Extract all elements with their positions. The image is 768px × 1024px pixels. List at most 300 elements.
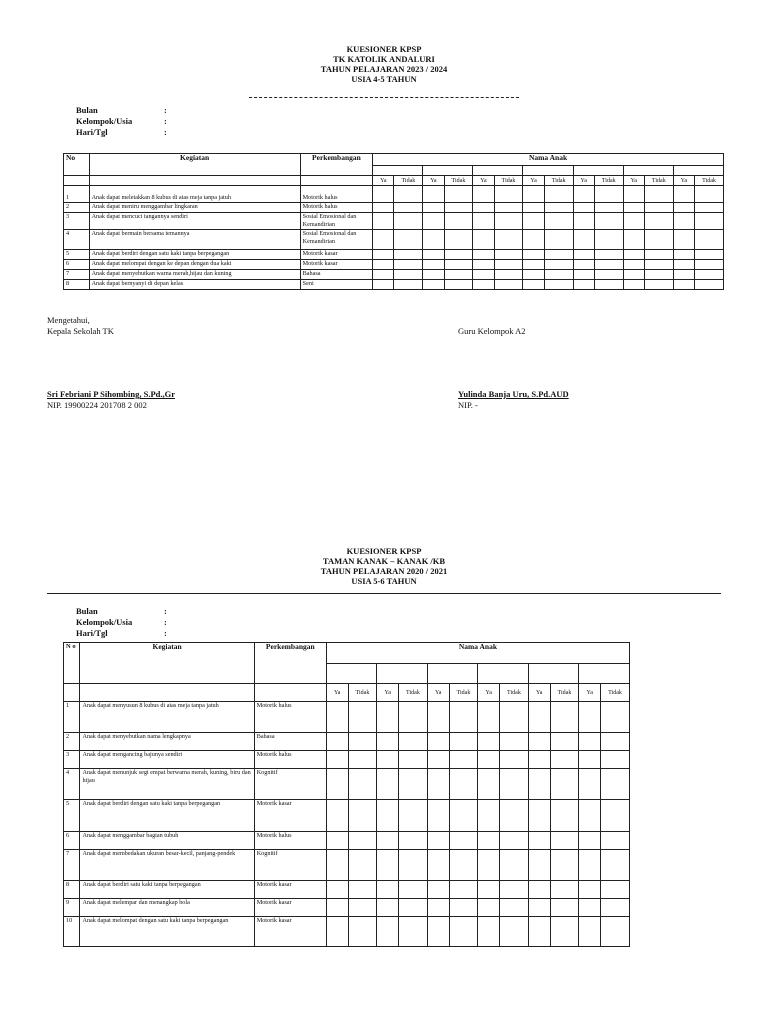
ya-checkbox-cell[interactable] (377, 800, 399, 832)
tidak-checkbox-cell[interactable] (399, 899, 428, 917)
row-kegiatan: Anak dapat menyebutkan nama lengkapnya (80, 733, 254, 751)
ya-checkbox-cell[interactable] (528, 702, 550, 733)
tidak-checkbox-cell[interactable] (494, 213, 523, 230)
ya-checkbox-cell[interactable] (427, 850, 449, 881)
ya-checkbox-cell[interactable] (478, 751, 500, 769)
ya-checkbox-cell[interactable] (423, 213, 444, 230)
ya-checkbox-cell[interactable] (423, 250, 444, 260)
info-sep: : (164, 617, 167, 627)
tidak-checkbox-cell[interactable] (449, 850, 478, 881)
tidak-checkbox-cell[interactable] (444, 186, 473, 203)
ya-checkbox-cell[interactable] (427, 702, 449, 733)
ya-checkbox-cell[interactable] (373, 280, 394, 290)
child-name-cell[interactable] (623, 166, 673, 176)
ya-checkbox-cell[interactable] (423, 260, 444, 270)
tidak-checkbox-cell[interactable] (494, 260, 523, 270)
ya-checkbox-cell[interactable] (673, 230, 694, 250)
child-name-cell[interactable] (673, 166, 723, 176)
tidak-checkbox-cell[interactable] (601, 800, 630, 832)
tidak-header: Tidak (394, 176, 423, 186)
ya-checkbox-cell[interactable] (423, 280, 444, 290)
ya-checkbox-cell[interactable] (423, 270, 444, 280)
ya-checkbox-cell[interactable] (326, 800, 348, 832)
tidak-checkbox-cell[interactable] (644, 280, 673, 290)
ya-checkbox-cell[interactable] (579, 733, 601, 751)
ya-checkbox-cell[interactable] (377, 733, 399, 751)
ya-checkbox-cell[interactable] (377, 899, 399, 917)
tidak-checkbox-cell[interactable] (544, 186, 573, 203)
tidak-checkbox-cell[interactable] (550, 917, 579, 947)
ya-checkbox-cell[interactable] (673, 270, 694, 280)
ya-checkbox-cell[interactable] (579, 917, 601, 947)
tidak-checkbox-cell[interactable] (348, 917, 377, 947)
row-number: 2 (64, 203, 90, 213)
table-row (64, 899, 630, 917)
ya-checkbox-cell[interactable] (623, 260, 644, 270)
tidak-checkbox-cell[interactable] (348, 769, 377, 800)
tidak-checkbox-cell[interactable] (348, 800, 377, 832)
ya-checkbox-cell[interactable] (326, 881, 348, 899)
ya-checkbox-cell[interactable] (473, 250, 494, 260)
row-kegiatan: Anak dapat menggambar bagian tubuh (80, 832, 254, 850)
ya-checkbox-cell[interactable] (373, 213, 394, 230)
tidak-checkbox-cell[interactable] (601, 751, 630, 769)
row-kegiatan: Anak dapat berdiri dengan satu kaki tanpa berpegangan (80, 800, 254, 832)
ya-checkbox-cell[interactable] (373, 186, 394, 203)
ya-checkbox-cell[interactable] (573, 230, 594, 250)
tidak-checkbox-cell[interactable] (644, 203, 673, 213)
tidak-checkbox-cell[interactable] (550, 881, 579, 899)
tidak-checkbox-cell[interactable] (399, 832, 428, 850)
ya-checkbox-cell[interactable] (326, 850, 348, 881)
ya-checkbox-cell[interactable] (427, 917, 449, 947)
tidak-checkbox-cell[interactable] (594, 186, 623, 203)
tidak-checkbox-cell[interactable] (500, 899, 529, 917)
ya-checkbox-cell[interactable] (373, 203, 394, 213)
tidak-checkbox-cell[interactable] (594, 213, 623, 230)
ya-checkbox-cell[interactable] (579, 751, 601, 769)
form2-title-line: KUESIONER KPSP (346, 546, 422, 556)
form1-signature-left (47, 315, 175, 411)
tidak-checkbox-cell[interactable] (544, 230, 573, 250)
tidak-checkbox-cell[interactable] (550, 733, 579, 751)
tidak-checkbox-cell[interactable] (394, 186, 423, 203)
tidak-checkbox-cell[interactable] (399, 850, 428, 881)
form1-info (76, 105, 167, 138)
tidak-checkbox-cell[interactable] (594, 280, 623, 290)
tidak-checkbox-cell[interactable] (444, 213, 473, 230)
form1-signature-right (458, 326, 569, 411)
tidak-checkbox-cell[interactable] (644, 230, 673, 250)
ya-checkbox-cell[interactable] (579, 850, 601, 881)
ya-checkbox-cell[interactable] (377, 850, 399, 881)
child-name-cell[interactable] (427, 664, 478, 684)
form2-title-line: USIA 5-6 TAHUN (351, 576, 417, 586)
ya-checkbox-cell[interactable] (473, 270, 494, 280)
tidak-checkbox-cell[interactable] (500, 832, 529, 850)
tidak-checkbox-cell[interactable] (399, 751, 428, 769)
child-name-cell[interactable] (377, 664, 428, 684)
tidak-checkbox-cell[interactable] (695, 270, 724, 280)
ya-checkbox-cell[interactable] (423, 203, 444, 213)
signature-nip: NIP. 19900224 201708 2 002 (47, 400, 147, 410)
tidak-checkbox-cell[interactable] (594, 250, 623, 260)
ya-header: Ya (427, 684, 449, 702)
tidak-checkbox-cell[interactable] (394, 270, 423, 280)
tidak-checkbox-cell[interactable] (500, 702, 529, 733)
tidak-checkbox-cell[interactable] (601, 917, 630, 947)
tidak-checkbox-cell[interactable] (594, 270, 623, 280)
tidak-checkbox-cell[interactable] (644, 270, 673, 280)
tidak-checkbox-cell[interactable] (394, 213, 423, 230)
tidak-checkbox-cell[interactable] (399, 733, 428, 751)
tidak-checkbox-cell[interactable] (594, 260, 623, 270)
tidak-checkbox-cell[interactable] (399, 800, 428, 832)
row-perkembangan: Motorik kasar (254, 899, 326, 917)
tidak-checkbox-cell[interactable] (644, 260, 673, 270)
tidak-checkbox-cell[interactable] (550, 769, 579, 800)
ya-checkbox-cell[interactable] (623, 186, 644, 203)
tidak-checkbox-cell[interactable] (449, 800, 478, 832)
ya-checkbox-cell[interactable] (673, 186, 694, 203)
tidak-checkbox-cell[interactable] (348, 850, 377, 881)
tidak-checkbox-cell[interactable] (444, 260, 473, 270)
form1-title-line: TK KATOLIK ANDALURI (333, 54, 435, 64)
ya-checkbox-cell[interactable] (528, 899, 550, 917)
tidak-checkbox-cell[interactable] (449, 832, 478, 850)
ya-checkbox-cell[interactable] (478, 917, 500, 947)
tidak-checkbox-cell[interactable] (399, 917, 428, 947)
ya-checkbox-cell[interactable] (373, 260, 394, 270)
ya-checkbox-cell[interactable] (427, 832, 449, 850)
header-perkembangan: Perkembangan (254, 643, 326, 684)
ya-checkbox-cell[interactable] (427, 751, 449, 769)
ya-checkbox-cell[interactable] (673, 250, 694, 260)
ya-checkbox-cell[interactable] (623, 203, 644, 213)
row-number: 4 (64, 230, 90, 250)
child-name-cell[interactable] (573, 166, 623, 176)
child-name-cell[interactable] (326, 664, 377, 684)
child-name-cell[interactable] (523, 166, 573, 176)
ya-checkbox-cell[interactable] (528, 850, 550, 881)
tidak-checkbox-cell[interactable] (601, 881, 630, 899)
tidak-checkbox-cell[interactable] (394, 280, 423, 290)
ya-checkbox-cell[interactable] (573, 186, 594, 203)
ya-checkbox-cell[interactable] (523, 270, 544, 280)
tidak-checkbox-cell[interactable] (449, 769, 478, 800)
tidak-checkbox-cell[interactable] (550, 751, 579, 769)
tidak-header: Tidak (444, 176, 473, 186)
child-name-cell[interactable] (579, 664, 630, 684)
ya-checkbox-cell[interactable] (326, 899, 348, 917)
blank-cell (89, 176, 300, 186)
row-number: 2 (64, 733, 80, 751)
ya-checkbox-cell[interactable] (423, 230, 444, 250)
tidak-checkbox-cell[interactable] (449, 881, 478, 899)
ya-checkbox-cell[interactable] (623, 280, 644, 290)
ya-header: Ya (473, 176, 494, 186)
form1-title-line: KUESIONER KPSP (346, 44, 422, 54)
tidak-checkbox-cell[interactable] (348, 702, 377, 733)
tidak-checkbox-cell[interactable] (550, 800, 579, 832)
ya-checkbox-cell[interactable] (623, 213, 644, 230)
ya-checkbox-cell[interactable] (427, 800, 449, 832)
form2-info (76, 606, 167, 639)
ya-checkbox-cell[interactable] (673, 213, 694, 230)
tidak-checkbox-cell[interactable] (494, 186, 523, 203)
ya-checkbox-cell[interactable] (423, 186, 444, 203)
tidak-header: Tidak (601, 684, 630, 702)
tidak-checkbox-cell[interactable] (444, 230, 473, 250)
tidak-checkbox-cell[interactable] (494, 270, 523, 280)
ya-checkbox-cell[interactable] (523, 186, 544, 203)
tidak-checkbox-cell[interactable] (348, 733, 377, 751)
table-row (64, 769, 630, 800)
ya-checkbox-cell[interactable] (427, 881, 449, 899)
tidak-checkbox-cell[interactable] (394, 203, 423, 213)
tidak-checkbox-cell[interactable] (601, 850, 630, 881)
ya-checkbox-cell[interactable] (523, 230, 544, 250)
ya-checkbox-cell[interactable] (377, 832, 399, 850)
tidak-checkbox-cell[interactable] (594, 203, 623, 213)
row-perkembangan: Seni (300, 280, 372, 290)
tidak-checkbox-cell[interactable] (500, 881, 529, 899)
ya-checkbox-cell[interactable] (478, 899, 500, 917)
tidak-checkbox-cell[interactable] (500, 751, 529, 769)
tidak-checkbox-cell[interactable] (695, 203, 724, 213)
ya-checkbox-cell[interactable] (673, 280, 694, 290)
ya-checkbox-cell[interactable] (673, 260, 694, 270)
tidak-checkbox-cell[interactable] (601, 899, 630, 917)
ya-checkbox-cell[interactable] (473, 280, 494, 290)
row-kegiatan: Anak dapat membedakan ukuran besar-kecil, panjang-pendek (80, 850, 254, 881)
ya-checkbox-cell[interactable] (528, 769, 550, 800)
tidak-checkbox-cell[interactable] (500, 917, 529, 947)
ya-checkbox-cell[interactable] (478, 881, 500, 899)
ya-checkbox-cell[interactable] (573, 280, 594, 290)
ya-checkbox-cell[interactable] (579, 881, 601, 899)
signature-role: Guru Kelompok A2 (458, 326, 526, 336)
ya-checkbox-cell[interactable] (673, 203, 694, 213)
ya-checkbox-cell[interactable] (528, 751, 550, 769)
ya-checkbox-cell[interactable] (573, 213, 594, 230)
tidak-checkbox-cell[interactable] (500, 850, 529, 881)
info-sep: : (164, 127, 167, 137)
ya-checkbox-cell[interactable] (427, 733, 449, 751)
table-row (64, 230, 724, 250)
tidak-checkbox-cell[interactable] (594, 230, 623, 250)
tidak-checkbox-cell[interactable] (494, 250, 523, 260)
table-row (64, 702, 630, 733)
tidak-checkbox-cell[interactable] (399, 769, 428, 800)
tidak-checkbox-cell[interactable] (644, 250, 673, 260)
tidak-checkbox-cell[interactable] (444, 280, 473, 290)
row-kegiatan: Anak dapat melempar dan menangkap bola (80, 899, 254, 917)
tidak-checkbox-cell[interactable] (544, 250, 573, 260)
tidak-checkbox-cell[interactable] (550, 850, 579, 881)
ya-checkbox-cell[interactable] (473, 186, 494, 203)
ya-checkbox-cell[interactable] (623, 250, 644, 260)
tidak-checkbox-cell[interactable] (544, 280, 573, 290)
tidak-checkbox-cell[interactable] (348, 751, 377, 769)
ya-checkbox-cell[interactable] (523, 250, 544, 260)
tidak-checkbox-cell[interactable] (444, 203, 473, 213)
ya-checkbox-cell[interactable] (377, 881, 399, 899)
tidak-header: Tidak (544, 176, 573, 186)
table-row (64, 280, 724, 290)
ya-checkbox-cell[interactable] (573, 203, 594, 213)
row-kegiatan: Anak dapat mencuci tangannya sendiri (89, 213, 300, 230)
tidak-checkbox-cell[interactable] (399, 702, 428, 733)
tidak-checkbox-cell[interactable] (601, 769, 630, 800)
tidak-checkbox-cell[interactable] (695, 250, 724, 260)
ya-checkbox-cell[interactable] (573, 260, 594, 270)
tidak-checkbox-cell[interactable] (695, 280, 724, 290)
ya-checkbox-cell[interactable] (478, 702, 500, 733)
table-row (64, 800, 630, 832)
ya-checkbox-cell[interactable] (373, 230, 394, 250)
tidak-checkbox-cell[interactable] (394, 260, 423, 270)
tidak-checkbox-cell[interactable] (544, 203, 573, 213)
ya-checkbox-cell[interactable] (473, 213, 494, 230)
ya-checkbox-cell[interactable] (326, 769, 348, 800)
row-number: 5 (64, 800, 80, 832)
ya-checkbox-cell[interactable] (523, 213, 544, 230)
blank-cell (64, 684, 80, 702)
tidak-checkbox-cell[interactable] (544, 213, 573, 230)
ya-checkbox-cell[interactable] (326, 751, 348, 769)
form2-divider (47, 593, 721, 594)
tidak-checkbox-cell[interactable] (494, 230, 523, 250)
tidak-checkbox-cell[interactable] (544, 270, 573, 280)
info-label: Hari/Tgl (76, 127, 108, 137)
blank-cell (254, 684, 326, 702)
form1-title-block (0, 44, 768, 84)
ya-checkbox-cell[interactable] (573, 270, 594, 280)
ya-checkbox-cell[interactable] (528, 881, 550, 899)
ya-checkbox-cell[interactable] (478, 832, 500, 850)
tidak-checkbox-cell[interactable] (544, 260, 573, 270)
tidak-header: Tidak (550, 684, 579, 702)
ya-checkbox-cell[interactable] (326, 702, 348, 733)
child-name-cell[interactable] (478, 664, 529, 684)
tidak-checkbox-cell[interactable] (348, 899, 377, 917)
ya-checkbox-cell[interactable] (528, 917, 550, 947)
tidak-checkbox-cell[interactable] (601, 832, 630, 850)
ya-checkbox-cell[interactable] (478, 850, 500, 881)
ya-checkbox-cell[interactable] (326, 832, 348, 850)
tidak-checkbox-cell[interactable] (550, 832, 579, 850)
ya-checkbox-cell[interactable] (473, 230, 494, 250)
form1-table (63, 153, 724, 290)
tidak-checkbox-cell[interactable] (399, 881, 428, 899)
ya-checkbox-cell[interactable] (579, 702, 601, 733)
child-name-cell[interactable] (473, 166, 523, 176)
tidak-checkbox-cell[interactable] (644, 186, 673, 203)
ya-checkbox-cell[interactable] (427, 899, 449, 917)
ya-checkbox-cell[interactable] (377, 917, 399, 947)
ya-checkbox-cell[interactable] (623, 230, 644, 250)
ya-checkbox-cell[interactable] (473, 203, 494, 213)
ya-checkbox-cell[interactable] (523, 260, 544, 270)
ya-checkbox-cell[interactable] (478, 769, 500, 800)
row-perkembangan: Sosial Emosional dan Kemandirian (300, 213, 372, 230)
tidak-checkbox-cell[interactable] (348, 832, 377, 850)
child-name-cell[interactable] (528, 664, 579, 684)
tidak-header: Tidak (399, 684, 428, 702)
ya-checkbox-cell[interactable] (579, 800, 601, 832)
tidak-checkbox-cell[interactable] (494, 280, 523, 290)
tidak-checkbox-cell[interactable] (695, 260, 724, 270)
tidak-checkbox-cell[interactable] (695, 230, 724, 250)
tidak-checkbox-cell[interactable] (500, 800, 529, 832)
tidak-checkbox-cell[interactable] (449, 733, 478, 751)
ya-checkbox-cell[interactable] (523, 280, 544, 290)
tidak-checkbox-cell[interactable] (449, 899, 478, 917)
row-number: 6 (64, 832, 80, 850)
ya-checkbox-cell[interactable] (326, 917, 348, 947)
ya-checkbox-cell[interactable] (528, 832, 550, 850)
tidak-checkbox-cell[interactable] (444, 270, 473, 280)
info-label: Kelompok/Usia (76, 116, 133, 126)
ya-checkbox-cell[interactable] (427, 769, 449, 800)
ya-checkbox-cell[interactable] (373, 270, 394, 280)
header-nama-anak: Nama Anak (373, 154, 724, 166)
table-row (64, 203, 724, 213)
ya-checkbox-cell[interactable] (373, 250, 394, 260)
ya-checkbox-cell[interactable] (478, 733, 500, 751)
tidak-checkbox-cell[interactable] (601, 733, 630, 751)
row-perkembangan: Motorik kasar (300, 250, 372, 260)
tidak-checkbox-cell[interactable] (394, 250, 423, 260)
tidak-checkbox-cell[interactable] (348, 881, 377, 899)
ya-checkbox-cell[interactable] (579, 899, 601, 917)
ya-checkbox-cell[interactable] (473, 260, 494, 270)
tidak-checkbox-cell[interactable] (500, 769, 529, 800)
tidak-checkbox-cell[interactable] (449, 751, 478, 769)
row-kegiatan: Anak dapat mengancing bajunya sendiri (80, 751, 254, 769)
tidak-checkbox-cell[interactable] (444, 250, 473, 260)
tidak-checkbox-cell[interactable] (494, 203, 523, 213)
ya-checkbox-cell[interactable] (377, 702, 399, 733)
ya-checkbox-cell[interactable] (528, 733, 550, 751)
tidak-checkbox-cell[interactable] (695, 186, 724, 203)
tidak-checkbox-cell[interactable] (601, 702, 630, 733)
child-name-cell[interactable] (423, 166, 473, 176)
tidak-checkbox-cell[interactable] (695, 213, 724, 230)
tidak-checkbox-cell[interactable] (449, 702, 478, 733)
tidak-checkbox-cell[interactable] (449, 917, 478, 947)
info-label: Kelompok/Usia (76, 617, 133, 627)
ya-checkbox-cell[interactable] (623, 270, 644, 280)
table-row (64, 881, 630, 899)
tidak-checkbox-cell[interactable] (550, 899, 579, 917)
ya-checkbox-cell[interactable] (377, 769, 399, 800)
ya-checkbox-cell[interactable] (326, 733, 348, 751)
ya-checkbox-cell[interactable] (579, 769, 601, 800)
ya-checkbox-cell[interactable] (573, 250, 594, 260)
ya-checkbox-cell[interactable] (478, 800, 500, 832)
tidak-checkbox-cell[interactable] (550, 702, 579, 733)
tidak-checkbox-cell[interactable] (394, 230, 423, 250)
ya-checkbox-cell[interactable] (528, 800, 550, 832)
ya-checkbox-cell[interactable] (377, 751, 399, 769)
ya-checkbox-cell[interactable] (579, 832, 601, 850)
child-name-cell[interactable] (373, 166, 423, 176)
tidak-checkbox-cell[interactable] (500, 733, 529, 751)
ya-checkbox-cell[interactable] (523, 203, 544, 213)
tidak-checkbox-cell[interactable] (644, 213, 673, 230)
